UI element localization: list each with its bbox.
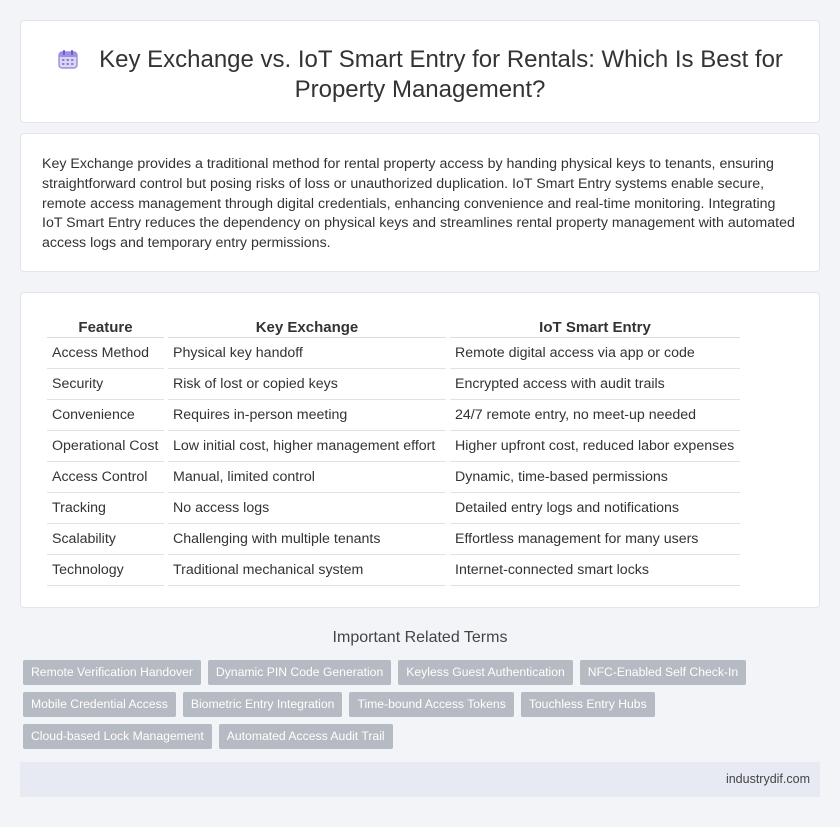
related-terms-tags [23, 660, 823, 756]
related-terms-heading: Important Related Terms [332, 629, 508, 646]
tag-remote-verification-handover[interactable]: Remote Verification Handover [23, 660, 201, 685]
key-exchange-cell: Manual, limited control [168, 462, 446, 493]
tag-dynamic-pin-code-generation[interactable]: Dynamic PIN Code Generation [208, 660, 391, 685]
iot-cell: Effortless management for many users [450, 524, 740, 555]
tag-biometric-entry-integration[interactable]: Biometric Entry Integration [183, 692, 343, 717]
footer-site-link[interactable]: industrydif.com [725, 772, 810, 786]
feature-cell: Security [47, 369, 164, 400]
comparison-card [20, 292, 820, 608]
header-key-exchange: Key Exchange [168, 315, 446, 338]
tag-nfc-enabled-self-check-in[interactable]: NFC-Enabled Self Check-In [580, 660, 746, 685]
feature-cell: Access Control [47, 462, 164, 493]
key-exchange-cell: Challenging with multiple tenants [168, 524, 446, 555]
key-exchange-cell: Physical key handoff [168, 338, 446, 369]
title-card [20, 20, 820, 123]
feature-cell: Convenience [47, 400, 164, 431]
key-exchange-cell: No access logs [168, 493, 446, 524]
table-row [47, 462, 740, 493]
feature-cell: Technology [47, 555, 164, 586]
intro-card [20, 133, 820, 272]
tag-row [23, 724, 823, 749]
tag-automated-access-audit-trail[interactable]: Automated Access Audit Trail [219, 724, 393, 749]
table-row [47, 400, 740, 431]
key-exchange-cell: Requires in-person meeting [168, 400, 446, 431]
iot-cell: Dynamic, time-based permissions [450, 462, 740, 493]
iot-cell: Remote digital access via app or code [450, 338, 740, 369]
tag-row [23, 660, 823, 685]
footer [20, 762, 820, 797]
table-row [47, 524, 740, 555]
header-feature: Feature [47, 315, 164, 338]
tag-time-bound-access-tokens[interactable]: Time-bound Access Tokens [349, 692, 513, 717]
key-exchange-cell: Risk of lost or copied keys [168, 369, 446, 400]
comparison-table [43, 315, 744, 586]
feature-cell: Operational Cost [47, 431, 164, 462]
iot-cell: Higher upfront cost, reduced labor expenses [450, 431, 740, 462]
iot-cell: Detailed entry logs and notifications [450, 493, 740, 524]
iot-cell: Internet-connected smart locks [450, 555, 740, 586]
page-title-wrap [21, 45, 819, 105]
key-exchange-cell: Traditional mechanical system [168, 555, 446, 586]
intro-paragraph: Key Exchange provides a traditional method for rental property access by handing physical keys to tenants, ensuring straightforward control but posing risks of loss or unauthorized duplication. IoT Smart Entry systems enable secure, remote access management through digital credentials, enhancing convenience and real-time monitoring. Integrating IoT Smart Entry reduces the dependency on physical keys and streamlines rental property management with automated access logs and temporary entry permissions. [42, 156, 795, 252]
feature-cell: Tracking [47, 493, 164, 524]
tag-touchless-entry-hubs[interactable]: Touchless Entry Hubs [521, 692, 655, 717]
tag-keyless-guest-authentication[interactable]: Keyless Guest Authentication [398, 660, 573, 685]
feature-cell: Scalability [47, 524, 164, 555]
iot-cell: 24/7 remote entry, no meet-up needed [450, 400, 740, 431]
iot-cell: Encrypted access with audit trails [450, 369, 740, 400]
table-row [47, 431, 740, 462]
table-row [47, 338, 740, 369]
table-row [47, 555, 740, 586]
tag-cloud-based-lock-management[interactable]: Cloud-based Lock Management [23, 724, 212, 749]
key-exchange-cell: Low initial cost, higher management effort [168, 431, 446, 462]
tag-row [23, 692, 823, 717]
table-row [47, 369, 740, 400]
table-row [47, 493, 740, 524]
tag-mobile-credential-access[interactable]: Mobile Credential Access [23, 692, 176, 717]
page-title: Key Exchange vs. IoT Smart Entry for Rentals: Which Is Best for Property Management? [99, 46, 783, 103]
table-header-row [47, 315, 740, 338]
header-iot-smart-entry: IoT Smart Entry [450, 315, 740, 338]
feature-cell: Access Method [47, 338, 164, 369]
calendar-icon [57, 48, 79, 70]
